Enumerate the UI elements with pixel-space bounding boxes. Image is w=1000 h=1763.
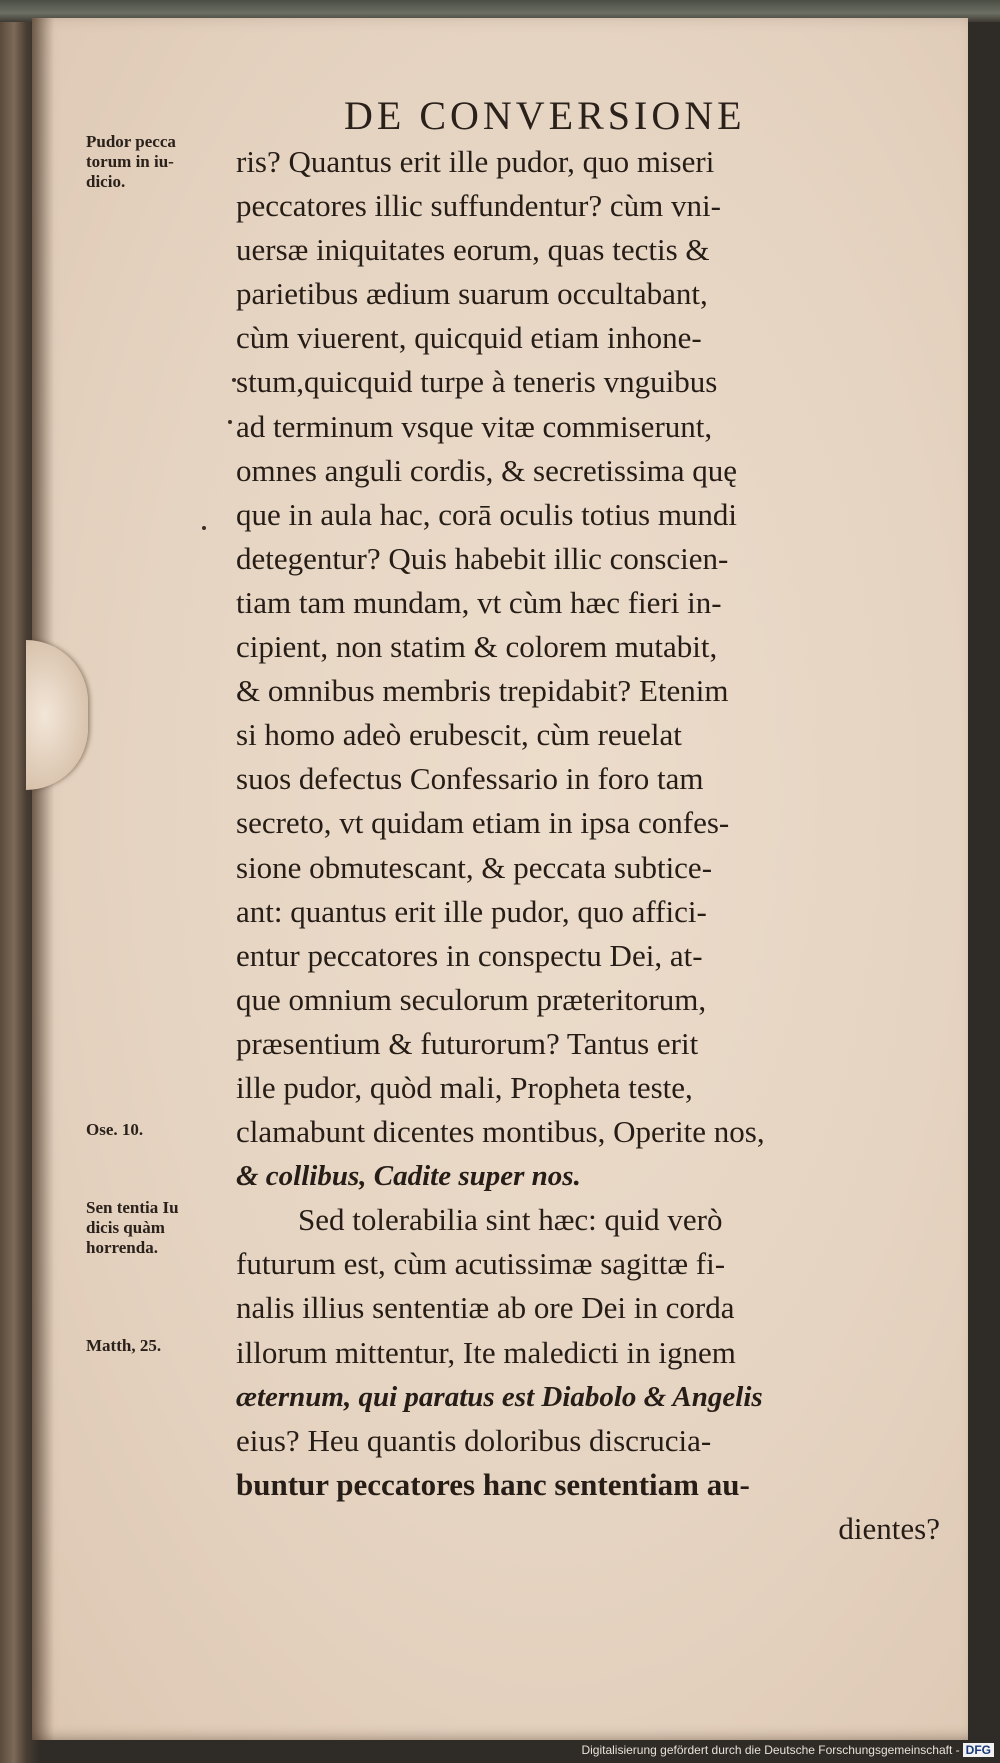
text-line: peccatores illic suffundentur? cùm vni- (236, 188, 721, 224)
body-text (236, 140, 956, 1551)
margin-note-ose (86, 1120, 236, 1140)
margin-note-sententia (86, 1198, 236, 1258)
text-line: parietibus ædium suarum occultabant, (236, 276, 708, 312)
gutter-shadow (32, 18, 54, 1740)
text-line: præsentium & futurorum? Tantus erit (236, 1025, 699, 1061)
text-line: secreto, vt quidam etiam in ipsa confes- (236, 805, 730, 841)
text-line: tiam tam mundam, vt cùm hæc fieri in- (236, 584, 722, 620)
text-line: ant: quantus erit ille pudor, quo affici- (236, 893, 707, 929)
text-line: ille pudor, quòd mali, Propheta teste, (236, 1069, 693, 1105)
margin-note-line: horrenda. (86, 1238, 158, 1257)
margin-note-line: dicio. (86, 172, 126, 191)
text-line: nalis illius sententiæ ab ore Dei in corda (236, 1290, 735, 1326)
book-page (32, 18, 968, 1740)
digitization-credit (581, 1743, 994, 1757)
margin-note-line: Sen tentia Iu (86, 1198, 179, 1217)
text-line: si homo adeò erubescit, cùm reuelat (236, 717, 682, 753)
text-line: clamabunt dicentes montibus, Operite nos, (236, 1114, 765, 1150)
running-header: DE CONVERSIONE (344, 93, 746, 138)
text-line: & omnibus membris trepidabit? Etenim (236, 673, 729, 709)
text-line: suos defectus Confessario in foro tam (236, 761, 704, 797)
text-line: futurum est, cùm acutissimæ sagittæ fi- (236, 1246, 726, 1282)
text-line-italic: & collibus, Cadite super nos. (236, 1160, 581, 1193)
margin-note-line: torum in iu- (86, 152, 174, 171)
text-line: entur peccatores in conspectu Dei, at- (236, 937, 703, 973)
paragraph-start: Sed tolerabilia sint hæc: quid verò (298, 1202, 723, 1238)
credit-text: Digitalisierung gefördert durch die Deutsche Forschungsgemeinschaft - (581, 1743, 960, 1757)
text-line: ad terminum vsque vitæ commiserunt, (236, 408, 713, 444)
ink-speck (228, 420, 232, 424)
ink-speck (202, 526, 206, 530)
text-line: sione obmutescant, & peccata subtice- (236, 849, 713, 885)
text-line: ris? Quantus erit ille pudor, quo miseri (236, 144, 715, 179)
text-line: eius? Heu quantis doloribus discrucia- (236, 1422, 712, 1458)
text-line: stum,quicquid turpe à teneris vnguibus (236, 364, 718, 400)
text-line: detegentur? Quis habebit illic conscien- (236, 540, 729, 576)
text-line: illorum mittentur, Ite maledicti in ignem (236, 1334, 736, 1370)
text-line: cipient, non statim & colorem mutabit, (236, 629, 718, 665)
text-line: cùm viuerent, quicquid etiam inhone- (236, 320, 702, 356)
margin-note-line: Pudor pecca (86, 132, 176, 151)
text-line: uersæ iniquitates eorum, quas tectis & (236, 232, 710, 268)
margin-note-matth (86, 1336, 236, 1356)
dfg-logo: DFG (963, 1743, 994, 1757)
catchword-line: dientes? (838, 1510, 940, 1546)
text-line: buntur peccatores hanc sententiam au- (236, 1466, 750, 1502)
page-clip (26, 640, 88, 790)
text-line-italic: æternum, qui paratus est Diabolo & Angelis (236, 1380, 763, 1413)
margin-note-line: dicis quàm (86, 1218, 165, 1237)
margin-note-pudor (86, 132, 236, 192)
text-line: que in aula hac, corā oculis totius mundi (236, 496, 738, 532)
margin-note-line: Matth, 25. (86, 1336, 162, 1355)
text-line: omnes anguli cordis, & secretissima quę (236, 452, 738, 488)
margin-note-line: Ose. 10. (86, 1120, 144, 1139)
text-line: que omnium seculorum præteritorum, (236, 981, 707, 1017)
